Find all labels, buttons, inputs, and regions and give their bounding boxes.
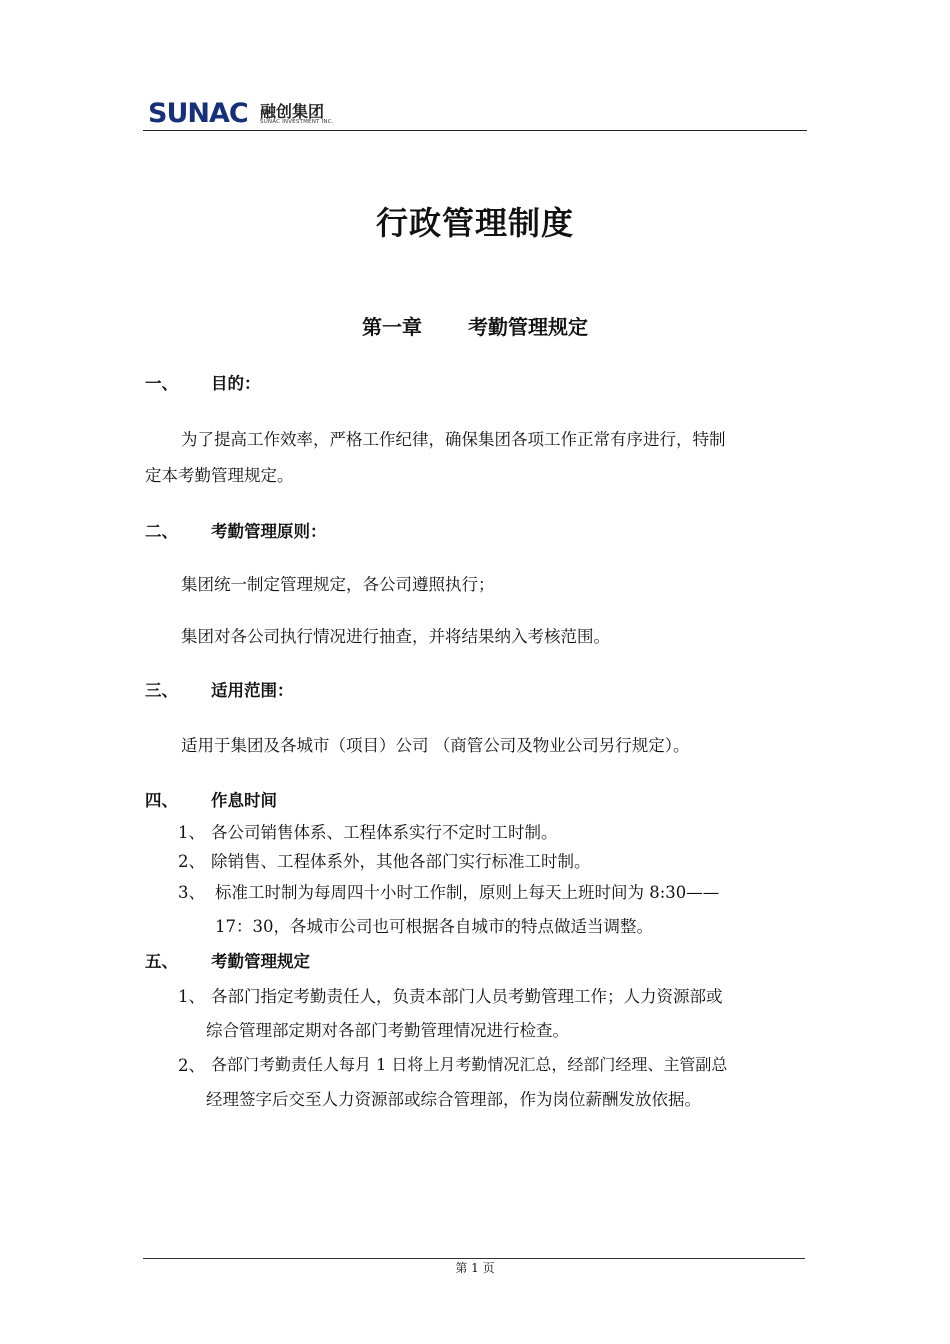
section-title: 作息时间 xyxy=(211,791,277,810)
list-item-text: 各部门指定考勤责任人，负责本部门人员考勤管理工作；人力资源部或 xyxy=(211,987,723,1006)
list-item-number: 1、 xyxy=(178,823,205,842)
paragraph-line: 适用于集团及各城市（项目）公司 （商管公司及物业公司另行规定）。 xyxy=(181,736,690,755)
section-title: 适用范围： xyxy=(211,681,294,700)
list-item-text: 各部门考勤责任人每月 1 日将上月考勤情况汇总，经部门经理、主管副总 xyxy=(211,1055,728,1074)
document-title: 行政管理制度 xyxy=(375,204,574,242)
section-number: 一、 xyxy=(145,374,178,393)
list-item-text: 除销售、工程体系外，其他各部门实行标准工时制。 xyxy=(211,852,591,871)
list-item-text: 综合管理部定期对各部门考勤管理情况进行检查。 xyxy=(206,1021,569,1040)
section-title: 考勤管理规定 xyxy=(211,952,310,971)
section-title: 考勤管理原则： xyxy=(211,522,327,541)
list-item-text: 经理签字后交至人力资源部或综合管理部，作为岗位薪酬发放依据。 xyxy=(206,1090,701,1109)
header-divider xyxy=(143,130,807,131)
list-item-number: 2、 xyxy=(178,1056,205,1075)
logo-english: SUNAC xyxy=(148,98,248,129)
company-logo xyxy=(148,98,348,130)
paragraph-line: 集团对各公司执行情况进行抽查，并将结果纳入考核范围。 xyxy=(181,627,610,646)
section-number: 五、 xyxy=(145,952,178,971)
list-item-text: 17：30，各城市公司也可根据各自城市的特点做适当调整。 xyxy=(215,917,653,936)
chapter-heading xyxy=(0,311,950,340)
paragraph-line: 为了提高工作效率，严格工作纪律，确保集团各项工作正常有序进行，特制 xyxy=(181,430,726,449)
paragraph-line: 集团统一制定管理规定，各公司遵照执行； xyxy=(181,575,495,594)
section-number: 二、 xyxy=(145,522,178,541)
section-number: 三、 xyxy=(145,681,178,700)
list-item-number: 3、 xyxy=(178,883,205,902)
list-item-number: 2、 xyxy=(178,852,205,871)
chapter-title: 考勤管理规定 xyxy=(468,315,588,339)
page-number: 第 1 页 xyxy=(455,1261,495,1275)
section-title: 目的： xyxy=(211,374,261,393)
chapter-number: 第一章 xyxy=(362,315,422,339)
logo-chinese: 融创集团 xyxy=(260,102,325,121)
list-item-number: 1、 xyxy=(178,987,205,1006)
list-item-text: 各公司销售体系、工程体系实行不定时工时制。 xyxy=(211,823,558,842)
logo-subtitle: SUNAC INVESTMENT INC. xyxy=(260,119,334,125)
paragraph-line: 定本考勤管理规定。 xyxy=(145,466,294,485)
section-number: 四、 xyxy=(145,791,178,810)
list-item-text: 标准工时制为每周四十小时工作制，原则上每天上班时间为 8:30—— xyxy=(215,883,720,902)
